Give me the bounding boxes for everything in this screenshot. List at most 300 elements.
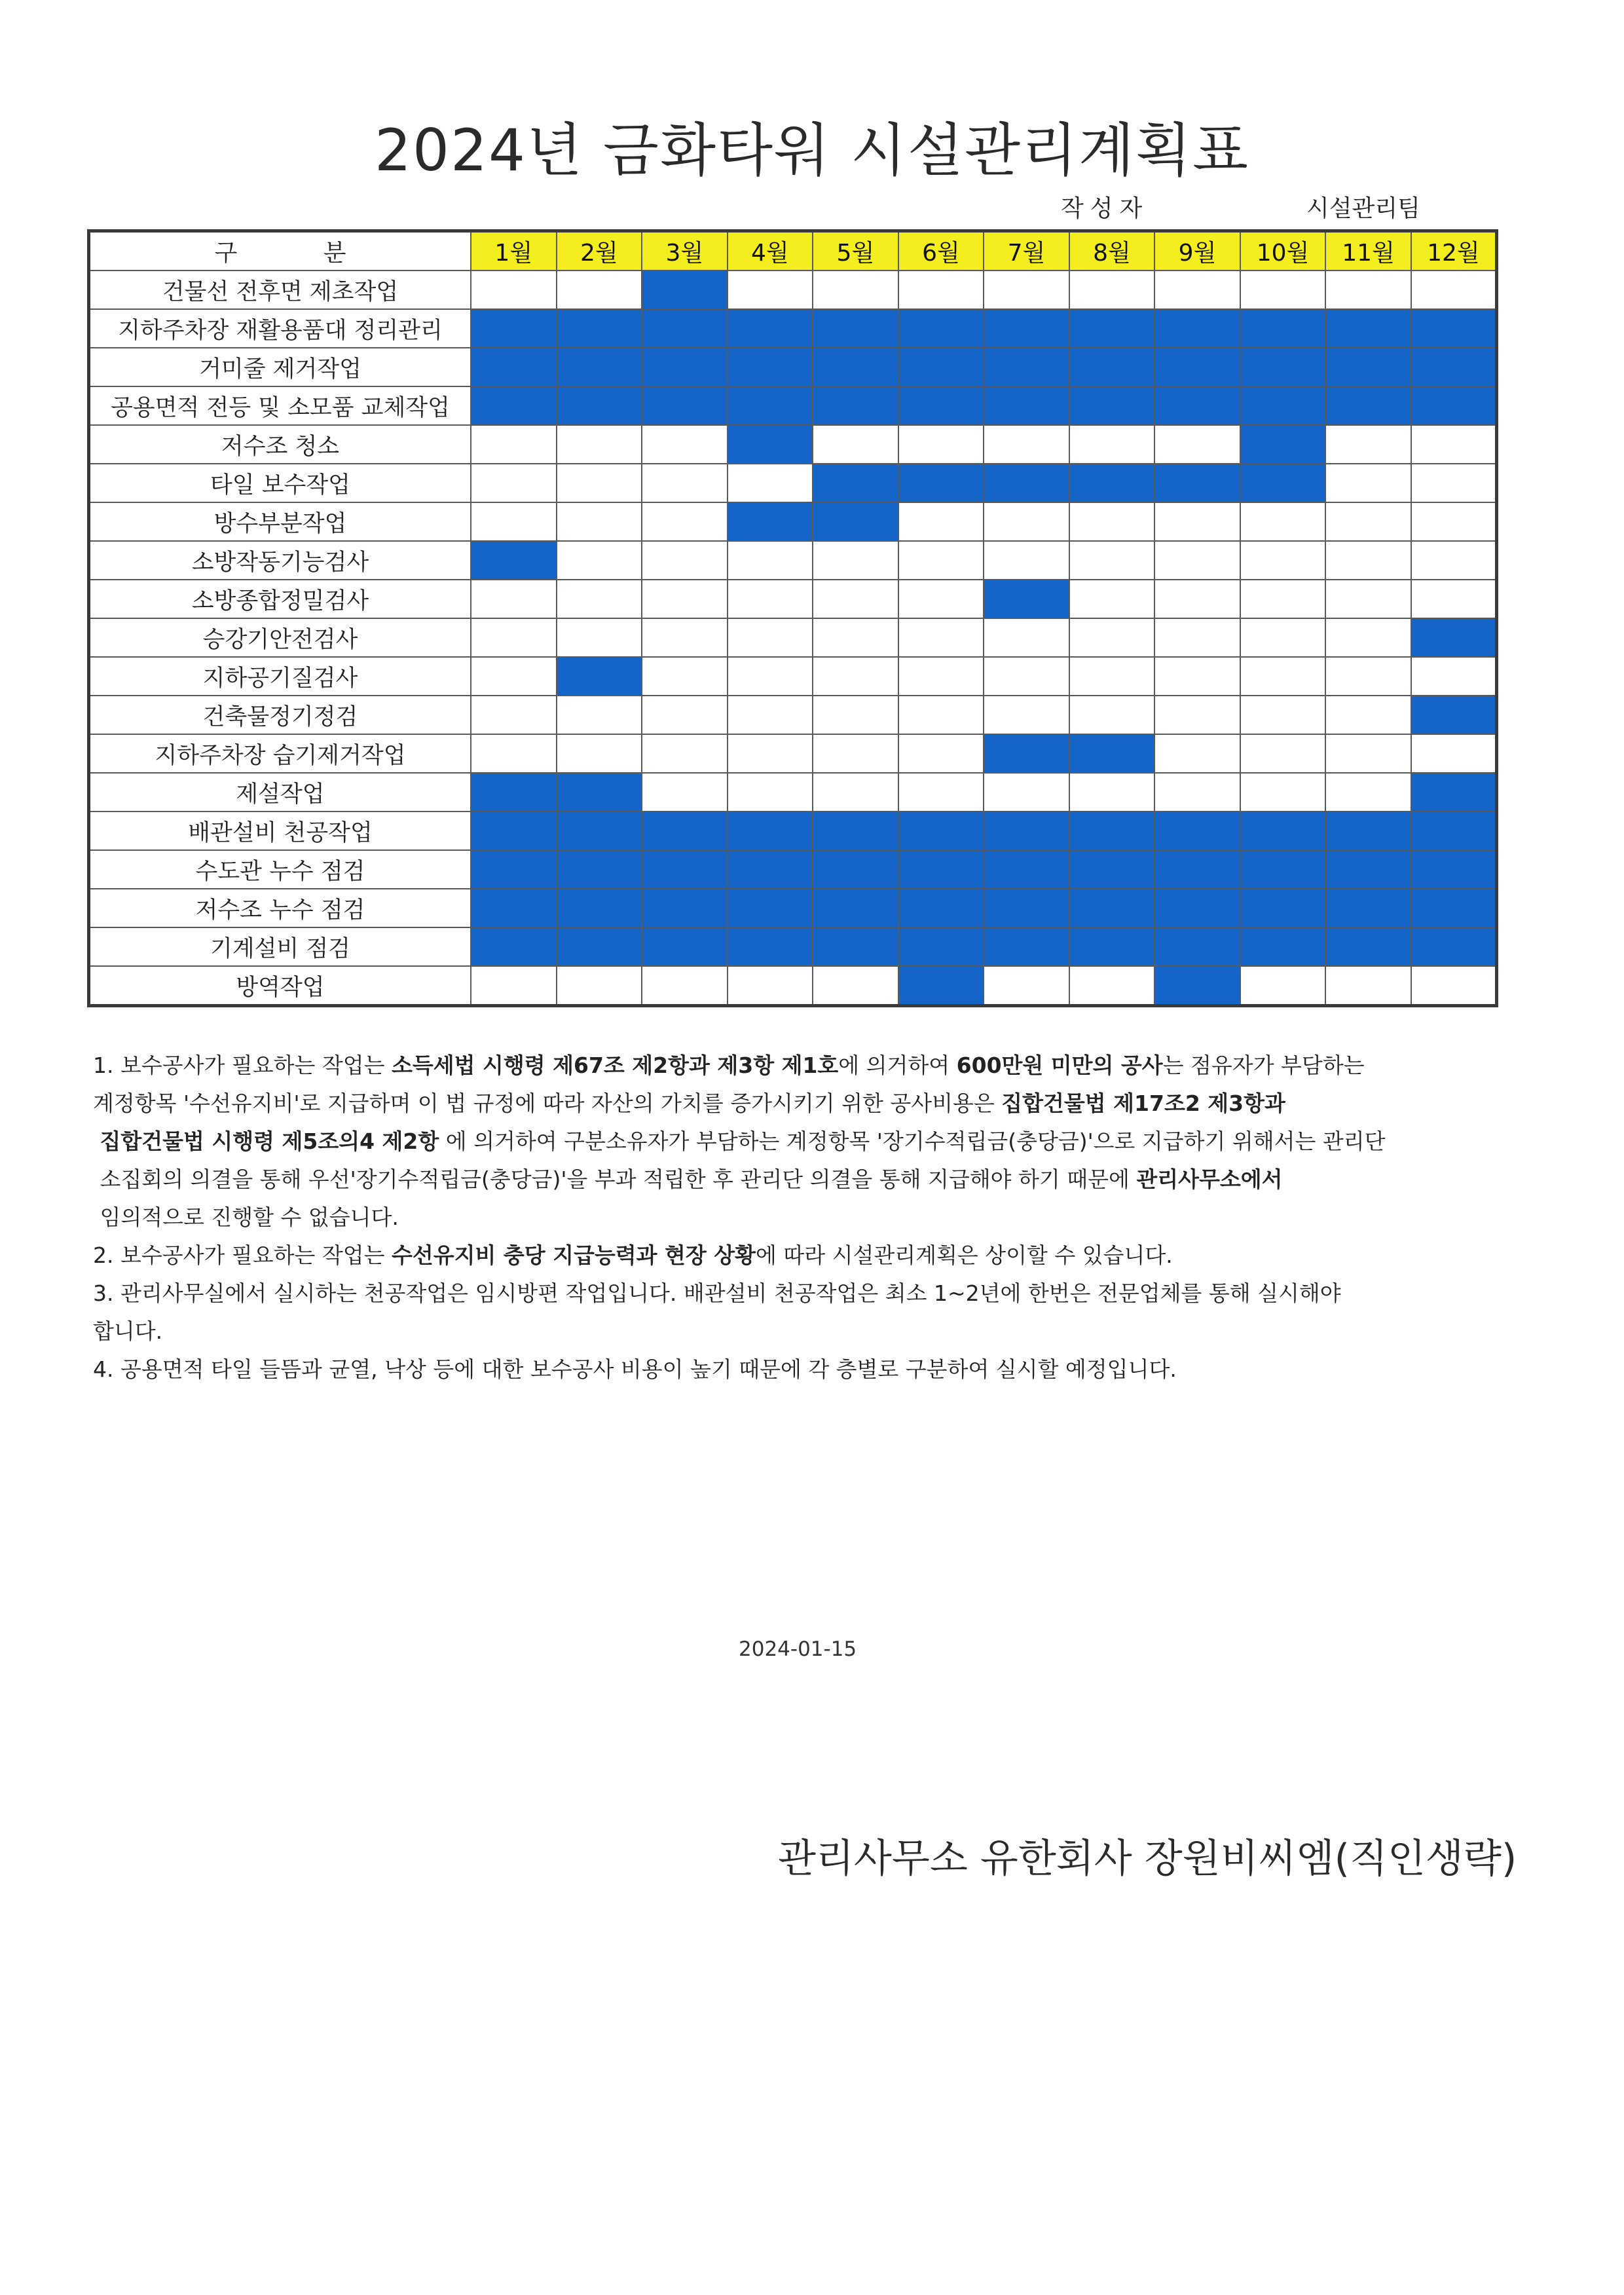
note-text: 에 따라 시설관리계획은 상이할 수 있습니다. xyxy=(756,1242,1173,1268)
empty-cell xyxy=(813,580,898,618)
scheduled-cell xyxy=(1154,966,1240,1006)
scheduled-cell xyxy=(728,927,813,966)
note-text: 는 점유자가 부담하는 xyxy=(1162,1053,1365,1078)
scheduled-cell xyxy=(1240,425,1326,464)
task-name: 소방종합정밀검사 xyxy=(89,580,471,618)
scheduled-cell xyxy=(984,580,1069,618)
table-row xyxy=(89,309,1497,348)
empty-cell xyxy=(1154,271,1240,309)
scheduled-cell xyxy=(813,889,898,927)
empty-cell xyxy=(1325,696,1411,734)
empty-cell xyxy=(728,541,813,580)
scheduled-cell xyxy=(1411,889,1497,927)
scheduled-cell xyxy=(1154,812,1240,850)
empty-cell xyxy=(1325,734,1411,773)
empty-cell xyxy=(1154,773,1240,812)
empty-cell xyxy=(728,773,813,812)
note-4 xyxy=(93,1351,1514,1389)
scheduled-cell xyxy=(1411,850,1497,889)
month-header: 9월 xyxy=(1154,231,1240,271)
scheduled-cell xyxy=(1325,812,1411,850)
empty-cell xyxy=(1411,734,1497,773)
empty-cell xyxy=(1325,425,1411,464)
scheduled-cell xyxy=(1154,464,1240,502)
empty-cell xyxy=(984,502,1069,541)
scheduled-cell xyxy=(984,889,1069,927)
scheduled-cell xyxy=(1411,348,1497,386)
signer: 관리사무소 유한회사 장원비씨엠(직인생략) xyxy=(778,1836,1517,1882)
scheduled-cell xyxy=(471,850,557,889)
note-text: 2. 보수공사가 필요하는 작업는 xyxy=(93,1242,392,1268)
scheduled-cell xyxy=(471,309,557,348)
scheduled-cell xyxy=(984,386,1069,425)
task-name: 저수조 누수 점검 xyxy=(89,889,471,927)
notes xyxy=(93,1047,1514,1389)
month-header: 12월 xyxy=(1411,231,1497,271)
empty-cell xyxy=(1069,657,1155,696)
empty-cell xyxy=(1325,541,1411,580)
task-name: 저수조 청소 xyxy=(89,425,471,464)
empty-cell xyxy=(813,657,898,696)
scheduled-cell xyxy=(1069,927,1155,966)
empty-cell xyxy=(728,966,813,1006)
scheduled-cell xyxy=(898,309,984,348)
empty-cell xyxy=(898,425,984,464)
scheduled-cell xyxy=(1411,618,1497,657)
author-value: 시설관리팀 xyxy=(1306,195,1420,222)
scheduled-cell xyxy=(1069,812,1155,850)
table-row xyxy=(89,386,1497,425)
scheduled-cell xyxy=(642,850,728,889)
empty-cell xyxy=(1069,618,1155,657)
scheduled-cell xyxy=(1154,309,1240,348)
empty-cell xyxy=(1411,271,1497,309)
table-row xyxy=(89,618,1497,657)
empty-cell xyxy=(728,734,813,773)
note-text: 합니다. xyxy=(93,1318,163,1344)
month-header: 11월 xyxy=(1325,231,1411,271)
empty-cell xyxy=(557,580,642,618)
table-row xyxy=(89,464,1497,502)
empty-cell xyxy=(1069,580,1155,618)
schedule-table xyxy=(87,229,1498,1007)
scheduled-cell xyxy=(813,927,898,966)
month-header: 8월 xyxy=(1069,231,1155,271)
scheduled-cell xyxy=(471,889,557,927)
empty-cell xyxy=(471,271,557,309)
task-name: 지하공기질검사 xyxy=(89,657,471,696)
table-row xyxy=(89,812,1497,850)
task-name: 방수부분작업 xyxy=(89,502,471,541)
empty-cell xyxy=(1154,618,1240,657)
empty-cell xyxy=(813,734,898,773)
task-name: 방역작업 xyxy=(89,966,471,1006)
scheduled-cell xyxy=(1069,464,1155,502)
author-label: 작성자 xyxy=(1061,195,1149,222)
scheduled-cell xyxy=(984,309,1069,348)
note-text: 1. 보수공사가 필요하는 작업는 xyxy=(93,1053,392,1078)
scheduled-cell xyxy=(642,889,728,927)
scheduled-cell xyxy=(984,348,1069,386)
scheduled-cell xyxy=(471,773,557,812)
empty-cell xyxy=(898,541,984,580)
empty-cell xyxy=(557,271,642,309)
month-header: 6월 xyxy=(898,231,984,271)
note-text: 에 의거하여 구분소유자가 부담하는 계정항목 '장기수적립금(충당금)'으로 지급하기 위해서는 관리단 xyxy=(439,1129,1386,1154)
scheduled-cell xyxy=(557,927,642,966)
empty-cell xyxy=(728,464,813,502)
empty-cell xyxy=(1411,464,1497,502)
scheduled-cell xyxy=(813,464,898,502)
note-text: 소집회의 의결을 통해 우선'장기수적립금(충당금)'을 부과 적립한 후 관리단 의결을 통해 지급해야 하기 때문에 xyxy=(100,1166,1137,1192)
empty-cell xyxy=(1325,502,1411,541)
empty-cell xyxy=(813,773,898,812)
empty-cell xyxy=(728,271,813,309)
table-row xyxy=(89,425,1497,464)
month-header: 3월 xyxy=(642,231,728,271)
scheduled-cell xyxy=(1154,348,1240,386)
scheduled-cell xyxy=(898,812,984,850)
empty-cell xyxy=(728,657,813,696)
scheduled-cell xyxy=(728,850,813,889)
scheduled-cell xyxy=(813,309,898,348)
note-text: 계정항목 '수선유지비'로 지급하며 이 법 규정에 따라 자산의 가치를 증가시키기 위한 공사비용은 xyxy=(93,1091,1002,1116)
empty-cell xyxy=(471,734,557,773)
empty-cell xyxy=(471,425,557,464)
empty-cell xyxy=(984,425,1069,464)
note-emphasis: 수선유지비 충당 지급능력과 현장 상황 xyxy=(391,1242,756,1268)
empty-cell xyxy=(1240,734,1326,773)
scheduled-cell xyxy=(898,966,984,1006)
scheduled-cell xyxy=(642,386,728,425)
empty-cell xyxy=(1154,734,1240,773)
scheduled-cell xyxy=(557,773,642,812)
empty-cell xyxy=(557,425,642,464)
scheduled-cell xyxy=(1069,309,1155,348)
empty-cell xyxy=(1240,541,1326,580)
scheduled-cell xyxy=(813,348,898,386)
scheduled-cell xyxy=(984,464,1069,502)
empty-cell xyxy=(813,618,898,657)
schedule-body xyxy=(89,271,1497,1006)
empty-cell xyxy=(471,618,557,657)
empty-cell xyxy=(1411,966,1497,1006)
task-name: 소방작동기능검사 xyxy=(89,541,471,580)
table-header-row xyxy=(89,231,1497,271)
empty-cell xyxy=(1069,773,1155,812)
scheduled-cell xyxy=(557,348,642,386)
scheduled-cell xyxy=(1069,348,1155,386)
scheduled-cell xyxy=(1411,773,1497,812)
empty-cell xyxy=(1154,580,1240,618)
scheduled-cell xyxy=(728,812,813,850)
scheduled-cell xyxy=(557,812,642,850)
scheduled-cell xyxy=(1240,850,1326,889)
table-row xyxy=(89,927,1497,966)
empty-cell xyxy=(1240,502,1326,541)
empty-cell xyxy=(1411,502,1497,541)
note-text: 3. 관리사무실에서 실시하는 천공작업은 임시방편 작업입니다. 배관설비 천공작업은 최소 1~2년에 한번은 전문업체를 통해 실시해야 xyxy=(93,1280,1341,1306)
scheduled-cell xyxy=(728,309,813,348)
task-name: 제설작업 xyxy=(89,773,471,812)
scheduled-cell xyxy=(813,502,898,541)
table-row xyxy=(89,271,1497,309)
scheduled-cell xyxy=(1325,850,1411,889)
scheduled-cell xyxy=(471,812,557,850)
month-header: 4월 xyxy=(728,231,813,271)
empty-cell xyxy=(1240,696,1326,734)
empty-cell xyxy=(898,734,984,773)
empty-cell xyxy=(1240,657,1326,696)
empty-cell xyxy=(1069,966,1155,1006)
empty-cell xyxy=(642,966,728,1006)
empty-cell xyxy=(984,541,1069,580)
empty-cell xyxy=(984,696,1069,734)
task-name: 수도관 누수 점검 xyxy=(89,850,471,889)
empty-cell xyxy=(471,502,557,541)
empty-cell xyxy=(557,734,642,773)
scheduled-cell xyxy=(728,889,813,927)
empty-cell xyxy=(898,271,984,309)
month-header: 5월 xyxy=(813,231,898,271)
scheduled-cell xyxy=(1154,386,1240,425)
scheduled-cell xyxy=(984,927,1069,966)
task-name: 타일 보수작업 xyxy=(89,464,471,502)
empty-cell xyxy=(1154,696,1240,734)
empty-cell xyxy=(1325,657,1411,696)
month-header: 2월 xyxy=(557,231,642,271)
scheduled-cell xyxy=(1240,386,1326,425)
empty-cell xyxy=(1240,618,1326,657)
empty-cell xyxy=(557,502,642,541)
document-date: 2024-01-15 xyxy=(739,1637,857,1661)
scheduled-cell xyxy=(1069,850,1155,889)
scheduled-cell xyxy=(898,348,984,386)
note-1 xyxy=(93,1047,1514,1237)
scheduled-cell xyxy=(984,850,1069,889)
scheduled-cell xyxy=(1154,889,1240,927)
scheduled-cell xyxy=(642,812,728,850)
empty-cell xyxy=(898,696,984,734)
empty-cell xyxy=(1154,657,1240,696)
task-name: 거미줄 제거작업 xyxy=(89,348,471,386)
scheduled-cell xyxy=(1154,927,1240,966)
scheduled-cell xyxy=(728,425,813,464)
scheduled-cell xyxy=(557,657,642,696)
empty-cell xyxy=(557,696,642,734)
scheduled-cell xyxy=(1240,309,1326,348)
scheduled-cell xyxy=(984,812,1069,850)
task-name: 건물선 전후면 제초작업 xyxy=(89,271,471,309)
empty-cell xyxy=(471,966,557,1006)
empty-cell xyxy=(984,618,1069,657)
empty-cell xyxy=(1325,773,1411,812)
empty-cell xyxy=(898,773,984,812)
scheduled-cell xyxy=(1325,927,1411,966)
scheduled-cell xyxy=(898,386,984,425)
scheduled-cell xyxy=(1411,927,1497,966)
scheduled-cell xyxy=(1069,889,1155,927)
empty-cell xyxy=(557,618,642,657)
note-2 xyxy=(93,1237,1514,1275)
empty-cell xyxy=(1069,541,1155,580)
scheduled-cell xyxy=(557,889,642,927)
scheduled-cell xyxy=(1411,812,1497,850)
scheduled-cell xyxy=(813,850,898,889)
empty-cell xyxy=(1069,502,1155,541)
scheduled-cell xyxy=(1069,386,1155,425)
empty-cell xyxy=(1325,271,1411,309)
scheduled-cell xyxy=(1411,386,1497,425)
empty-cell xyxy=(1325,966,1411,1006)
table-row xyxy=(89,541,1497,580)
empty-cell xyxy=(557,541,642,580)
note-3 xyxy=(93,1275,1514,1351)
scheduled-cell xyxy=(1411,309,1497,348)
empty-cell xyxy=(813,541,898,580)
empty-cell xyxy=(642,657,728,696)
empty-cell xyxy=(1069,271,1155,309)
empty-cell xyxy=(813,696,898,734)
empty-cell xyxy=(1069,696,1155,734)
empty-cell xyxy=(1154,502,1240,541)
scheduled-cell xyxy=(728,502,813,541)
month-header: 10월 xyxy=(1240,231,1326,271)
empty-cell xyxy=(642,425,728,464)
scheduled-cell xyxy=(471,541,557,580)
note-emphasis: 집합건물법 시행령 제5조의4 제2항 xyxy=(100,1129,439,1154)
empty-cell xyxy=(728,618,813,657)
scheduled-cell xyxy=(557,309,642,348)
scheduled-cell xyxy=(642,348,728,386)
table-row xyxy=(89,850,1497,889)
empty-cell xyxy=(471,580,557,618)
task-name: 지하주차장 습기제거작업 xyxy=(89,734,471,773)
scheduled-cell xyxy=(1069,734,1155,773)
scheduled-cell xyxy=(813,386,898,425)
empty-cell xyxy=(984,773,1069,812)
scheduled-cell xyxy=(898,927,984,966)
empty-cell xyxy=(642,618,728,657)
empty-cell xyxy=(1411,580,1497,618)
empty-cell xyxy=(642,502,728,541)
scheduled-cell xyxy=(1154,850,1240,889)
task-name: 건축물정기정검 xyxy=(89,696,471,734)
scheduled-cell xyxy=(728,386,813,425)
empty-cell xyxy=(728,696,813,734)
scheduled-cell xyxy=(642,271,728,309)
header-category: 구 분 xyxy=(89,231,471,271)
empty-cell xyxy=(1240,580,1326,618)
scheduled-cell xyxy=(898,889,984,927)
scheduled-cell xyxy=(1240,464,1326,502)
empty-cell xyxy=(1325,464,1411,502)
table-row xyxy=(89,773,1497,812)
task-name: 공용면적 전등 및 소모품 교체작업 xyxy=(89,386,471,425)
scheduled-cell xyxy=(898,850,984,889)
table-row xyxy=(89,348,1497,386)
empty-cell xyxy=(1154,541,1240,580)
month-header: 1월 xyxy=(471,231,557,271)
empty-cell xyxy=(1240,271,1326,309)
note-emphasis: 600만원 미만의 공사 xyxy=(956,1053,1163,1078)
note-emphasis: 소득세법 시행령 제67조 제2항과 제3항 제1호 xyxy=(391,1053,839,1078)
empty-cell xyxy=(1069,425,1155,464)
scheduled-cell xyxy=(471,386,557,425)
scheduled-cell xyxy=(642,309,728,348)
empty-cell xyxy=(1325,618,1411,657)
empty-cell xyxy=(813,271,898,309)
scheduled-cell xyxy=(471,348,557,386)
month-header: 7월 xyxy=(984,231,1069,271)
empty-cell xyxy=(471,696,557,734)
scheduled-cell xyxy=(813,812,898,850)
empty-cell xyxy=(471,464,557,502)
empty-cell xyxy=(984,966,1069,1006)
table-row xyxy=(89,696,1497,734)
empty-cell xyxy=(898,618,984,657)
empty-cell xyxy=(898,580,984,618)
empty-cell xyxy=(642,734,728,773)
empty-cell xyxy=(471,657,557,696)
empty-cell xyxy=(1411,541,1497,580)
note-text: 에 의거하여 xyxy=(838,1053,957,1078)
scheduled-cell xyxy=(557,386,642,425)
note-emphasis: 집합건물법 제17조2 제3항과 xyxy=(1001,1091,1285,1116)
table-row xyxy=(89,734,1497,773)
scheduled-cell xyxy=(1325,309,1411,348)
empty-cell xyxy=(984,657,1069,696)
table-row xyxy=(89,502,1497,541)
empty-cell xyxy=(642,773,728,812)
task-name: 배관설비 천공작업 xyxy=(89,812,471,850)
scheduled-cell xyxy=(728,348,813,386)
empty-cell xyxy=(1240,966,1326,1006)
table-row xyxy=(89,580,1497,618)
table-row xyxy=(89,966,1497,1006)
task-name: 승강기안전검사 xyxy=(89,618,471,657)
table-row xyxy=(89,889,1497,927)
empty-cell xyxy=(813,966,898,1006)
empty-cell xyxy=(1325,580,1411,618)
scheduled-cell xyxy=(1240,889,1326,927)
empty-cell xyxy=(642,580,728,618)
page-title: 2024년 금화타워 시설관리계획표 xyxy=(375,117,1249,184)
note-text: 임의적으로 진행할 수 없습니다. xyxy=(100,1204,399,1230)
scheduled-cell xyxy=(1411,696,1497,734)
task-name: 기계설비 점검 xyxy=(89,927,471,966)
note-text: 4. 공용면적 타일 들뜸과 균열, 낙상 등에 대한 보수공사 비용이 높기 때문에 각 층별로 구분하여 실시할 예정입니다. xyxy=(93,1356,1177,1382)
empty-cell xyxy=(557,966,642,1006)
scheduled-cell xyxy=(1325,348,1411,386)
scheduled-cell xyxy=(1325,386,1411,425)
empty-cell xyxy=(642,464,728,502)
empty-cell xyxy=(813,425,898,464)
table-row xyxy=(89,657,1497,696)
empty-cell xyxy=(1411,425,1497,464)
scheduled-cell xyxy=(642,927,728,966)
scheduled-cell xyxy=(471,927,557,966)
scheduled-cell xyxy=(1325,889,1411,927)
empty-cell xyxy=(1154,425,1240,464)
empty-cell xyxy=(557,464,642,502)
note-emphasis: 관리사무소에서 xyxy=(1136,1166,1283,1192)
scheduled-cell xyxy=(1240,348,1326,386)
empty-cell xyxy=(728,580,813,618)
empty-cell xyxy=(1411,657,1497,696)
empty-cell xyxy=(984,271,1069,309)
scheduled-cell xyxy=(898,464,984,502)
